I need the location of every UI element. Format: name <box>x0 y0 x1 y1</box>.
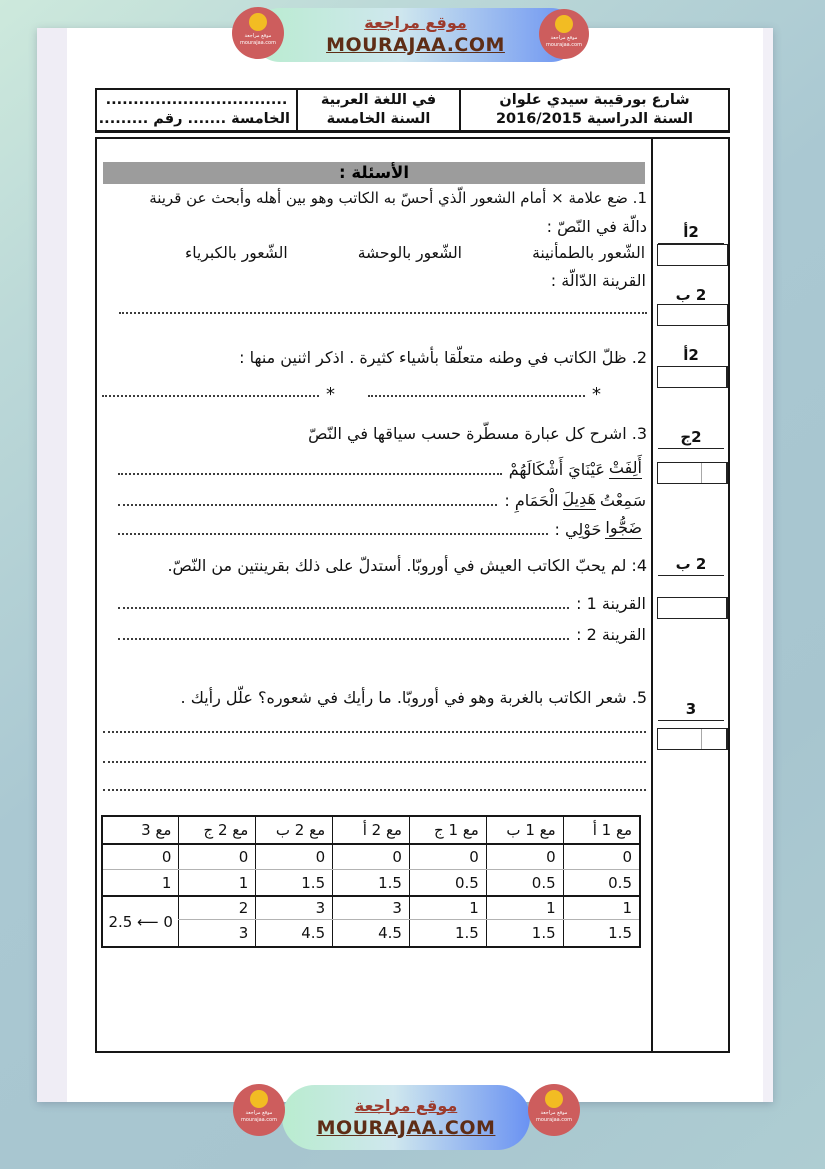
answer-line <box>103 731 646 733</box>
score-cell: 0.5 <box>563 870 640 897</box>
column-header: مع 1 ج <box>409 816 486 844</box>
questions-area <box>97 139 651 1051</box>
score-cell: 1.5 <box>409 920 486 948</box>
exam-sheet-page <box>37 28 773 1102</box>
score-box <box>657 366 728 388</box>
table-row <box>102 870 640 897</box>
answer-line <box>118 638 569 640</box>
grade-level: السنة الخامسة <box>326 111 431 127</box>
score-box <box>657 597 728 619</box>
answer-line <box>119 312 647 314</box>
score-box-cell <box>692 598 728 618</box>
column-header: مع 2 أ <box>333 816 410 844</box>
option-loneliness: الشّعور بالوحشة <box>357 244 462 262</box>
logo-text-domain: mourajaa.com <box>239 40 276 46</box>
asterisk-bullet: * <box>592 384 601 405</box>
logo-text-arabic: موقع مراجعة <box>244 33 272 39</box>
score-box-cell <box>702 463 727 483</box>
question-3-text: 3. اشرح كل عبارة مسطّرة حسب سياقها في النّصّ <box>308 424 647 443</box>
question-1-options <box>97 244 651 262</box>
column-header: مع 2 ج <box>179 816 256 844</box>
answer-line <box>102 395 319 397</box>
school-year: السنة الدراسية 2016/2015 <box>495 111 694 127</box>
score-label-2c: ج2 <box>658 428 724 449</box>
column-header: مع 3 <box>102 816 179 844</box>
score-label-3: 3 <box>658 700 724 721</box>
answer-item <box>99 379 335 405</box>
student-name-line: ................................. <box>105 92 288 108</box>
score-cell: 0 <box>333 844 410 870</box>
question-2-text: 2. ظلّ الكاتب في وطنه متعلّقا بأشياء كثيرة . اذكر اثنين منها : <box>239 348 647 367</box>
answer-line <box>118 607 569 609</box>
score-cell: 1.5 <box>486 920 563 948</box>
option-serenity: الشّعور بالطمأنينة <box>532 244 645 262</box>
answer-line <box>103 761 646 763</box>
site-name-arabic: موقع مراجعة <box>364 13 467 32</box>
logo-text-domain: mourajaa.com <box>535 1117 572 1123</box>
site-banner-bottom[interactable] <box>282 1085 530 1150</box>
scoring-table-header-row <box>102 816 640 844</box>
answer-line <box>118 533 548 535</box>
score-box-cell <box>692 367 728 387</box>
score-box-cell <box>680 463 703 483</box>
logo-text-domain: mourajaa.com <box>545 42 582 48</box>
score-cell: 0 <box>563 844 640 870</box>
score-box-cell <box>702 729 727 749</box>
score-cell: 1.5 <box>563 920 640 948</box>
score-cell: 3 <box>179 920 256 948</box>
score-cell: 0.5 <box>486 870 563 897</box>
question-1-text-line2: دالّة في النّصّ : <box>546 217 647 236</box>
answer-line <box>368 395 585 397</box>
question-1-text-line1: 1. ضع علامة × أمام الشعور الّذي أحسّ به الكاتب وهو بين أهله وأبحث عن قرينة <box>149 189 647 207</box>
logo-text-arabic: موقع مراجعة <box>540 1110 568 1116</box>
header-school-cell <box>461 90 728 130</box>
score-cell: 3 <box>256 896 333 920</box>
page-right-edge <box>763 28 773 1102</box>
answer-line <box>103 789 646 791</box>
score-box-cell <box>680 729 703 749</box>
score-box-cell <box>658 463 680 483</box>
site-banner-top[interactable] <box>253 8 578 62</box>
question-3-item-3 <box>115 515 646 539</box>
evidence-label: القرينة الدّالّة : <box>550 271 646 290</box>
book-logo-icon <box>555 15 573 33</box>
underlined-word: ضَجُّوا <box>605 518 642 537</box>
exam-body <box>95 137 730 1053</box>
score-column <box>651 139 728 1051</box>
score-cell: 0 <box>256 844 333 870</box>
exam-header-table <box>95 88 730 133</box>
table-row <box>102 896 640 920</box>
phrase-pre: سَمِعْتُ <box>599 491 646 510</box>
subject-title: في اللغة العربية <box>320 92 437 108</box>
score-cell: 3 <box>333 896 410 920</box>
score-cell: 1 <box>409 896 486 920</box>
student-class-line: الخامسة ....... رقم ......... <box>98 111 290 127</box>
evidence-1-label: القرينة 1 : <box>576 594 646 613</box>
question-4-evidence-1 <box>115 589 646 613</box>
score-cell: 1 <box>179 870 256 897</box>
header-subject-cell <box>296 90 461 130</box>
scoring-table-wrapper <box>101 815 641 948</box>
score-cell: 0 <box>486 844 563 870</box>
score-cell: 1.5 <box>333 870 410 897</box>
underlined-word: هَدِيلَ <box>562 489 596 508</box>
question-2-answers <box>99 379 601 405</box>
phrase-post: الْحَمَامِ : <box>504 491 559 510</box>
option-pride: الشّعور بالكبرياء <box>185 244 288 262</box>
score-label-2a: أ2 <box>658 223 724 244</box>
phrase-post: عَيْنَايَ أَشْكَالَهُمْ <box>508 460 605 479</box>
score-label-2b: ب 2 <box>658 555 724 576</box>
score-cell: 1 <box>563 896 640 920</box>
scoring-table <box>101 815 641 948</box>
column-header: مع 2 ب <box>256 816 333 844</box>
column-header: مع 1 أ <box>563 816 640 844</box>
question-5-text: 5. شعر الكاتب بالغربة وهو في أوروبّا. ما رأيك في شعوره؟ علّل رأيك . <box>180 688 647 707</box>
logo-text-arabic: موقع مراجعة <box>245 1110 273 1116</box>
question-4-evidence-2 <box>115 620 646 644</box>
site-name-arabic: موقع مراجعة <box>354 1095 458 1115</box>
book-logo-icon <box>249 13 267 31</box>
answer-item <box>365 379 601 405</box>
column-header: مع 1 ب <box>486 816 563 844</box>
score-label-2a: أ2 <box>658 346 724 367</box>
score-cell: 1.5 <box>256 870 333 897</box>
table-row <box>102 920 640 948</box>
score-cell: 0.5 <box>409 870 486 897</box>
score-range-cell: 2.5 ⟵ 0 <box>102 896 179 947</box>
site-domain: MOURAJAA.COM <box>316 1116 496 1139</box>
site-logo[interactable] <box>233 1084 285 1136</box>
score-cell: 1 <box>102 870 179 897</box>
score-cell: 4.5 <box>333 920 410 948</box>
answer-line <box>118 473 502 475</box>
score-box <box>657 728 728 750</box>
score-cell: 1 <box>486 896 563 920</box>
question-3-item-2 <box>115 486 646 510</box>
question-4-text: 4: لم يحبّ الكاتب العيش في أوروبّا. أستدلّ على ذلك بقرينتين من النّصّ. <box>167 556 647 575</box>
asterisk-bullet: * <box>326 384 335 405</box>
score-cell: 0 <box>409 844 486 870</box>
score-cell: 0 <box>102 844 179 870</box>
book-logo-icon <box>545 1090 563 1108</box>
phrase-post: حَوْلِي : <box>554 520 602 539</box>
score-box-cell <box>658 729 680 749</box>
answer-line <box>118 504 497 506</box>
logo-text-domain: mourajaa.com <box>240 1117 277 1123</box>
site-logo[interactable] <box>528 1084 580 1136</box>
score-label-2b: ب 2 <box>658 286 724 307</box>
score-cell: 0 <box>179 844 256 870</box>
score-cell: 2 <box>179 896 256 920</box>
score-cell: 4.5 <box>256 920 333 948</box>
book-logo-icon <box>250 1090 268 1108</box>
site-logo[interactable] <box>539 9 589 59</box>
site-domain: MOURAJAA.COM <box>326 34 505 56</box>
score-box <box>657 462 728 484</box>
questions-title-bar: الأسئلة : <box>103 162 645 184</box>
score-box <box>657 304 728 326</box>
page-left-edge <box>37 28 67 1102</box>
table-row <box>102 844 640 870</box>
site-logo[interactable] <box>232 7 284 59</box>
header-student-cell <box>97 90 296 130</box>
question-3-item-1 <box>115 455 646 479</box>
school-name: شارع بورقيبة سيدي علوان <box>499 92 690 108</box>
logo-text-arabic: موقع مراجعة <box>550 35 578 41</box>
score-box <box>657 244 728 266</box>
evidence-2-label: القرينة 2 : <box>576 625 646 644</box>
underlined-word: أَلِفَتْ <box>608 458 642 477</box>
